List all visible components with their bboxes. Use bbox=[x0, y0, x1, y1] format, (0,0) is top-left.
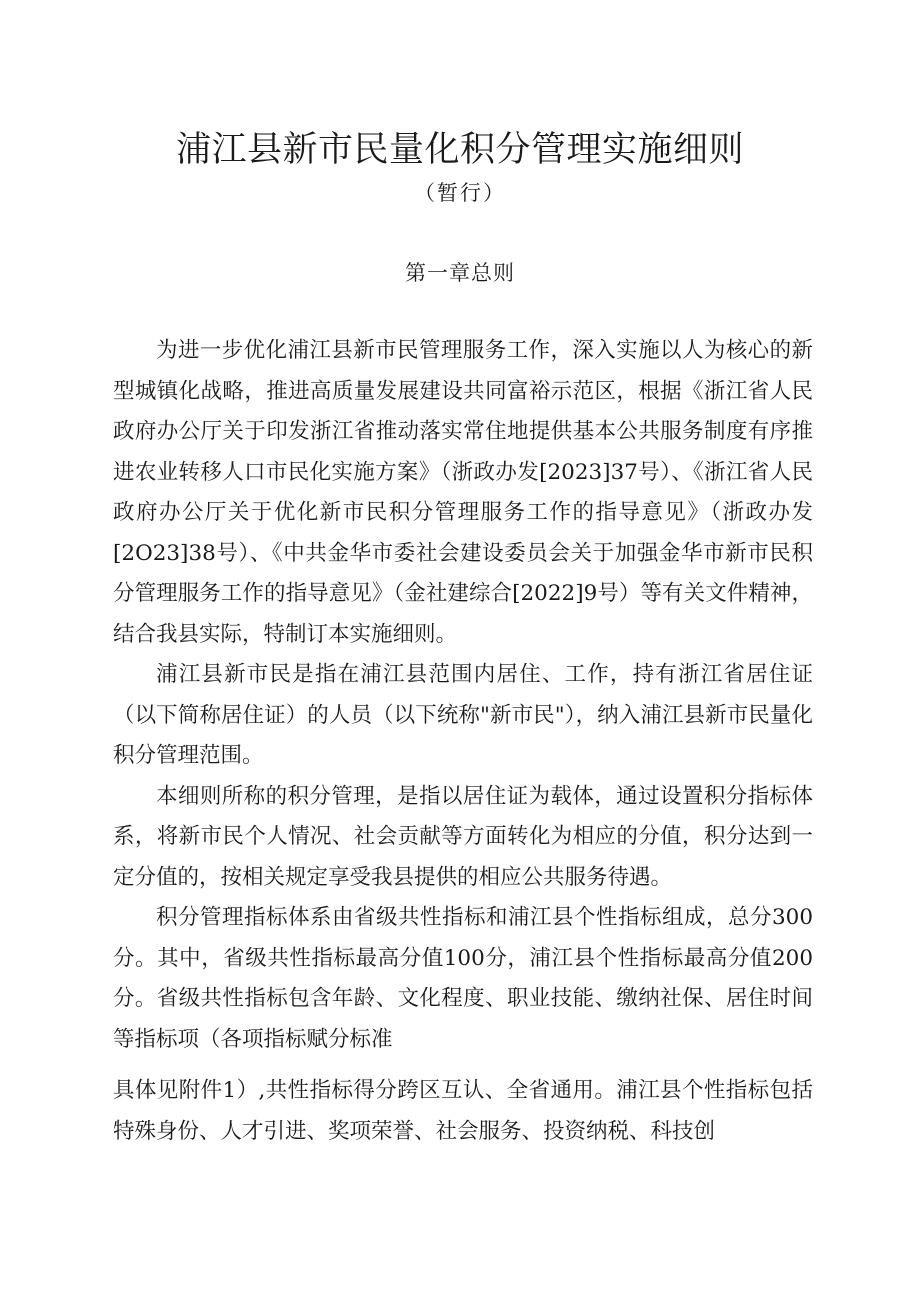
paragraph: 积分管理指标体系由省级共性指标和浦江县个性指标组成，总分300分。其中，省级共性指标最高分值100分，浦江县个性指标最高分值200分。省级共性指标包含年龄、文化程度、职业技能、缴纳社保、居住时间等指标项（各项指标赋分标准 bbox=[113, 905, 813, 1052]
document-title: 浦江县新市民量化积分管理实施细则 bbox=[175, 130, 744, 170]
document-body bbox=[113, 331, 813, 1060]
paragraph: 本细则所称的积分管理，是指以居住证为载体，通过设置积分指标体系，将新市民个人情况、社会贡献等方面转化为相应的分值，积分达到一定分值的，按相关规定享受我县提供的相应公共服务待遇。 bbox=[113, 783, 813, 890]
paragraph-continuation: 具体见附件1）,共性指标得分跨区互认、全省通用。浦江县个性指标包括特殊身份、人才引进、奖项荣誉、社会服务、投资纳税、科技创 bbox=[113, 1078, 813, 1144]
document-body-continued bbox=[113, 1071, 813, 1152]
chapter-heading: 第一章总则 bbox=[405, 261, 515, 285]
document-subtitle: （暂行） bbox=[414, 181, 506, 205]
paragraph: 浦江县新市民是指在浦江县范围内居住、工作，持有浙江省居住证（以下简称居住证）的人员（以下统称"新市民"），纳入浦江县新市民量化积分管理范围。 bbox=[113, 662, 813, 768]
paragraph: 为进一步优化浦江县新市民管理服务工作，深入实施以人为核心的新型城镇化战略，推进高质量发展建设共同富裕示范区，根据《浙江省人民政府办公厅关于印发浙江省推动落实常住地提供基本公共服务制度有序推进农业转移人口市民化实施方案》（浙政办发[2023]37号）、《浙江省人民政府办公厅关于优化新市民积分管理服务工作的指导意见》（浙政办发[2O23]38号）、《中共金华市委社会建设委员会关于加强金华市新市民积分管理服务工作的指导意见》（金社建综合[2022]9号）等有关文件精神，结合我县实际，特制订本实施细则。 bbox=[113, 338, 813, 647]
